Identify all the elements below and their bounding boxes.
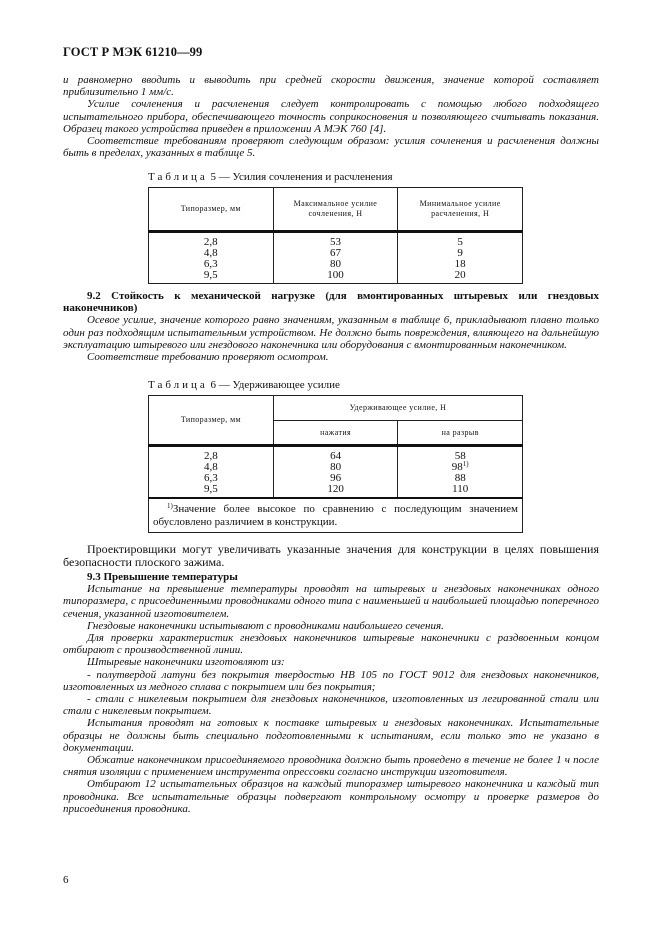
section-9-3-list-item: - стали с никелевым покрытием для гнездовых наконечников, изготовленных из легированной стали или стали с никелевым покрытием. <box>63 693 599 718</box>
table-5-cell: 5 <box>457 236 463 248</box>
table-6-footnote-row <box>149 498 523 533</box>
section-9-3-paragraph: Обжатие наконечником присоединяемого проводника должно быть проведено в течение не более 1 ч после снятия изоляции с применением инструмента опрессовки согласно инструкции изготовителя. <box>63 754 599 779</box>
intro-section <box>63 74 599 159</box>
table-5-cell: 53 <box>329 236 341 248</box>
table-5-cell: 100 <box>327 269 344 281</box>
table-5-caption <box>148 171 523 183</box>
table-5-body <box>149 232 523 284</box>
section-9-3 <box>63 571 599 815</box>
section-9-3-paragraph: Для проверки характеристик гнездовых наконечников штыревые наконечники с раздвоенным концом отбирают с производственной линии. <box>63 632 599 657</box>
section-9-3-paragraph: Штыревые наконечники изготовляют из: <box>87 656 285 669</box>
designers-note: Проектировщики могут увеличивать указанные значения для конструкции в целях повышения безопасности плоского зажима. <box>63 542 599 569</box>
table-5-container <box>148 171 523 284</box>
table-5-cell: 20 <box>454 269 466 281</box>
table-5-caption-label: Таблица <box>148 171 208 183</box>
footnote-marker: 1) <box>462 460 469 468</box>
section-9-3-paragraph: Отбирают 12 испытательных образцов на каждый типоразмер штыревого наконечника и каждый тип проводника. Все испытательные образцы подвергают контрольному осмотру и проверке размеров до присоединения проводника. <box>63 778 599 815</box>
table-5-col-max <box>273 232 398 284</box>
table-6-cell: 96 <box>330 472 342 484</box>
table-6-header-group: Удерживающее усилие, Н <box>273 396 522 421</box>
table-6-caption-number: 6 <box>210 379 217 391</box>
table-5-col-size <box>149 232 274 284</box>
table-6-container <box>148 379 523 533</box>
table-6-cell: 64 <box>330 450 342 462</box>
section-9-2-paragraph-2: Соответствие требованию проверяют осмотром. <box>87 351 329 364</box>
table-5-cell: 6,3 <box>203 258 218 270</box>
table-6-header-row-1 <box>149 396 523 421</box>
table-5-cell: 4,8 <box>203 247 218 259</box>
table-6-cell: 2,8 <box>204 450 218 462</box>
page-number: 6 <box>63 874 69 886</box>
section-9-2 <box>63 290 599 363</box>
table-5-header-size: Типоразмер, мм <box>149 188 274 232</box>
table-5-cell: 2,8 <box>203 236 218 248</box>
table-5-cell: 67 <box>329 247 341 259</box>
table-6-caption-label: Таблица <box>148 379 208 391</box>
table-6-cell: 4,8 <box>204 461 218 473</box>
section-9-3-list-item: - полутвердой латуни без покрытия твердостью НВ 105 по ГОСТ 9012 для гнездовых наконечников, изготовленных из медного сплава с покрытием или без покрытия; <box>63 668 599 693</box>
intro-paragraph-3: Соответствие требованиям проверяют следующим образом: усилия сочленения и расчленения должны быть в пределах, указанных в таблице 5. <box>63 135 599 160</box>
table-5-cell: 9,5 <box>203 269 218 281</box>
table-6-cell: 88 <box>454 472 466 484</box>
table-6-cell: 9,5 <box>204 483 218 495</box>
section-9-2-heading: 9.2 Стойкость к механической нагрузке (для вмонтированных штыревых или гнездовых наконечников) <box>63 290 599 315</box>
table-5-header-min: Минимальное усилие расчленения, Н <box>398 188 523 232</box>
table-6-col-pull <box>398 446 523 499</box>
table-5-cell: 80 <box>329 258 341 270</box>
table-6-col-press <box>273 446 398 499</box>
table-6-caption <box>148 379 523 391</box>
section-9-3-heading: 9.3 Превышение температуры <box>87 571 238 583</box>
table-6-col-size <box>149 446 274 499</box>
table-5 <box>148 187 523 284</box>
table-5-caption-number: 5 <box>210 171 217 183</box>
table-5-cell: 18 <box>454 258 466 270</box>
table-6-cell: 120 <box>327 483 344 495</box>
intro-paragraph-1: и равномерно вводить и выводить при средней скорости движения, значение которой составляет приблизительно 1 мм/с. <box>63 74 599 99</box>
designers-note-section <box>63 543 599 569</box>
table-5-caption-title: — Усилия сочленения и расчленения <box>218 171 393 183</box>
table-6-cell: 58 <box>454 450 466 462</box>
section-9-3-paragraph: Испытание на превышение температуры проводят на штыревых и гнездовых наконечниках одного типоразмера, с присоединенными проводниками одного типа с наименьшей и наибольшей площадью поперечного сечения, указанной изготовителем. <box>63 583 599 620</box>
table-5-col-min <box>398 232 523 284</box>
table-5-cell: 9 <box>457 247 463 259</box>
table-6-cell-value: 98 <box>451 461 463 473</box>
table-6-header-pull: на разрыв <box>398 421 523 446</box>
table-6-body <box>149 446 523 499</box>
table-6-footnote-text: Значение более высокое по сравнению с последующим значением обусловлено различием в конструкции. <box>153 503 518 528</box>
table-5-header-max: Максимальное усилие сочленения, Н <box>273 188 398 232</box>
table-6-cell: 80 <box>330 461 342 473</box>
footnote-marker: 1) <box>167 502 173 510</box>
intro-paragraph-2: Усилие сочленения и расчленения следует контролировать с помощью любого подходящего испытательного прибора, обеспечивающего точность соприкосновения и позволяющего считывать показания. Образец такого устройства приведен в приложении А МЭК 760 [4]. <box>63 98 599 135</box>
table-6-cell: 6,3 <box>204 472 218 484</box>
table-6 <box>148 395 523 533</box>
table-6-header-press: нажатия <box>273 421 398 446</box>
table-5-header-row <box>149 188 523 232</box>
table-6-caption-title: — Удерживающее усилие <box>218 379 340 391</box>
section-9-3-paragraph: Гнездовые наконечники испытывают с проводниками наибольшего сечения. <box>87 619 444 632</box>
document-header: ГОСТ Р МЭК 61210—99 <box>63 45 203 59</box>
section-9-2-paragraph-1: Осевое усилие, значение которого равно значениям, указанным в таблице 6, прикладывают плавно только один раз подходящим испытательным устройством. Не должно быть повреждения, влияющего на дальнейшую эксплуатацию штыревого или гнездового наконечника или оборудования с вмонтированным наконечником. <box>63 314 599 351</box>
table-6-footnote <box>149 498 523 533</box>
table-6-cell: 110 <box>452 483 469 495</box>
section-9-3-paragraph: Испытания проводят на готовых к поставке штыревых и гнездовых наконечниках. Испытательные образцы не должны быть специально подготовленными к испытаниям, если только это не указано в документации. <box>63 717 599 754</box>
table-6-header-size: Типоразмер, мм <box>149 396 274 446</box>
